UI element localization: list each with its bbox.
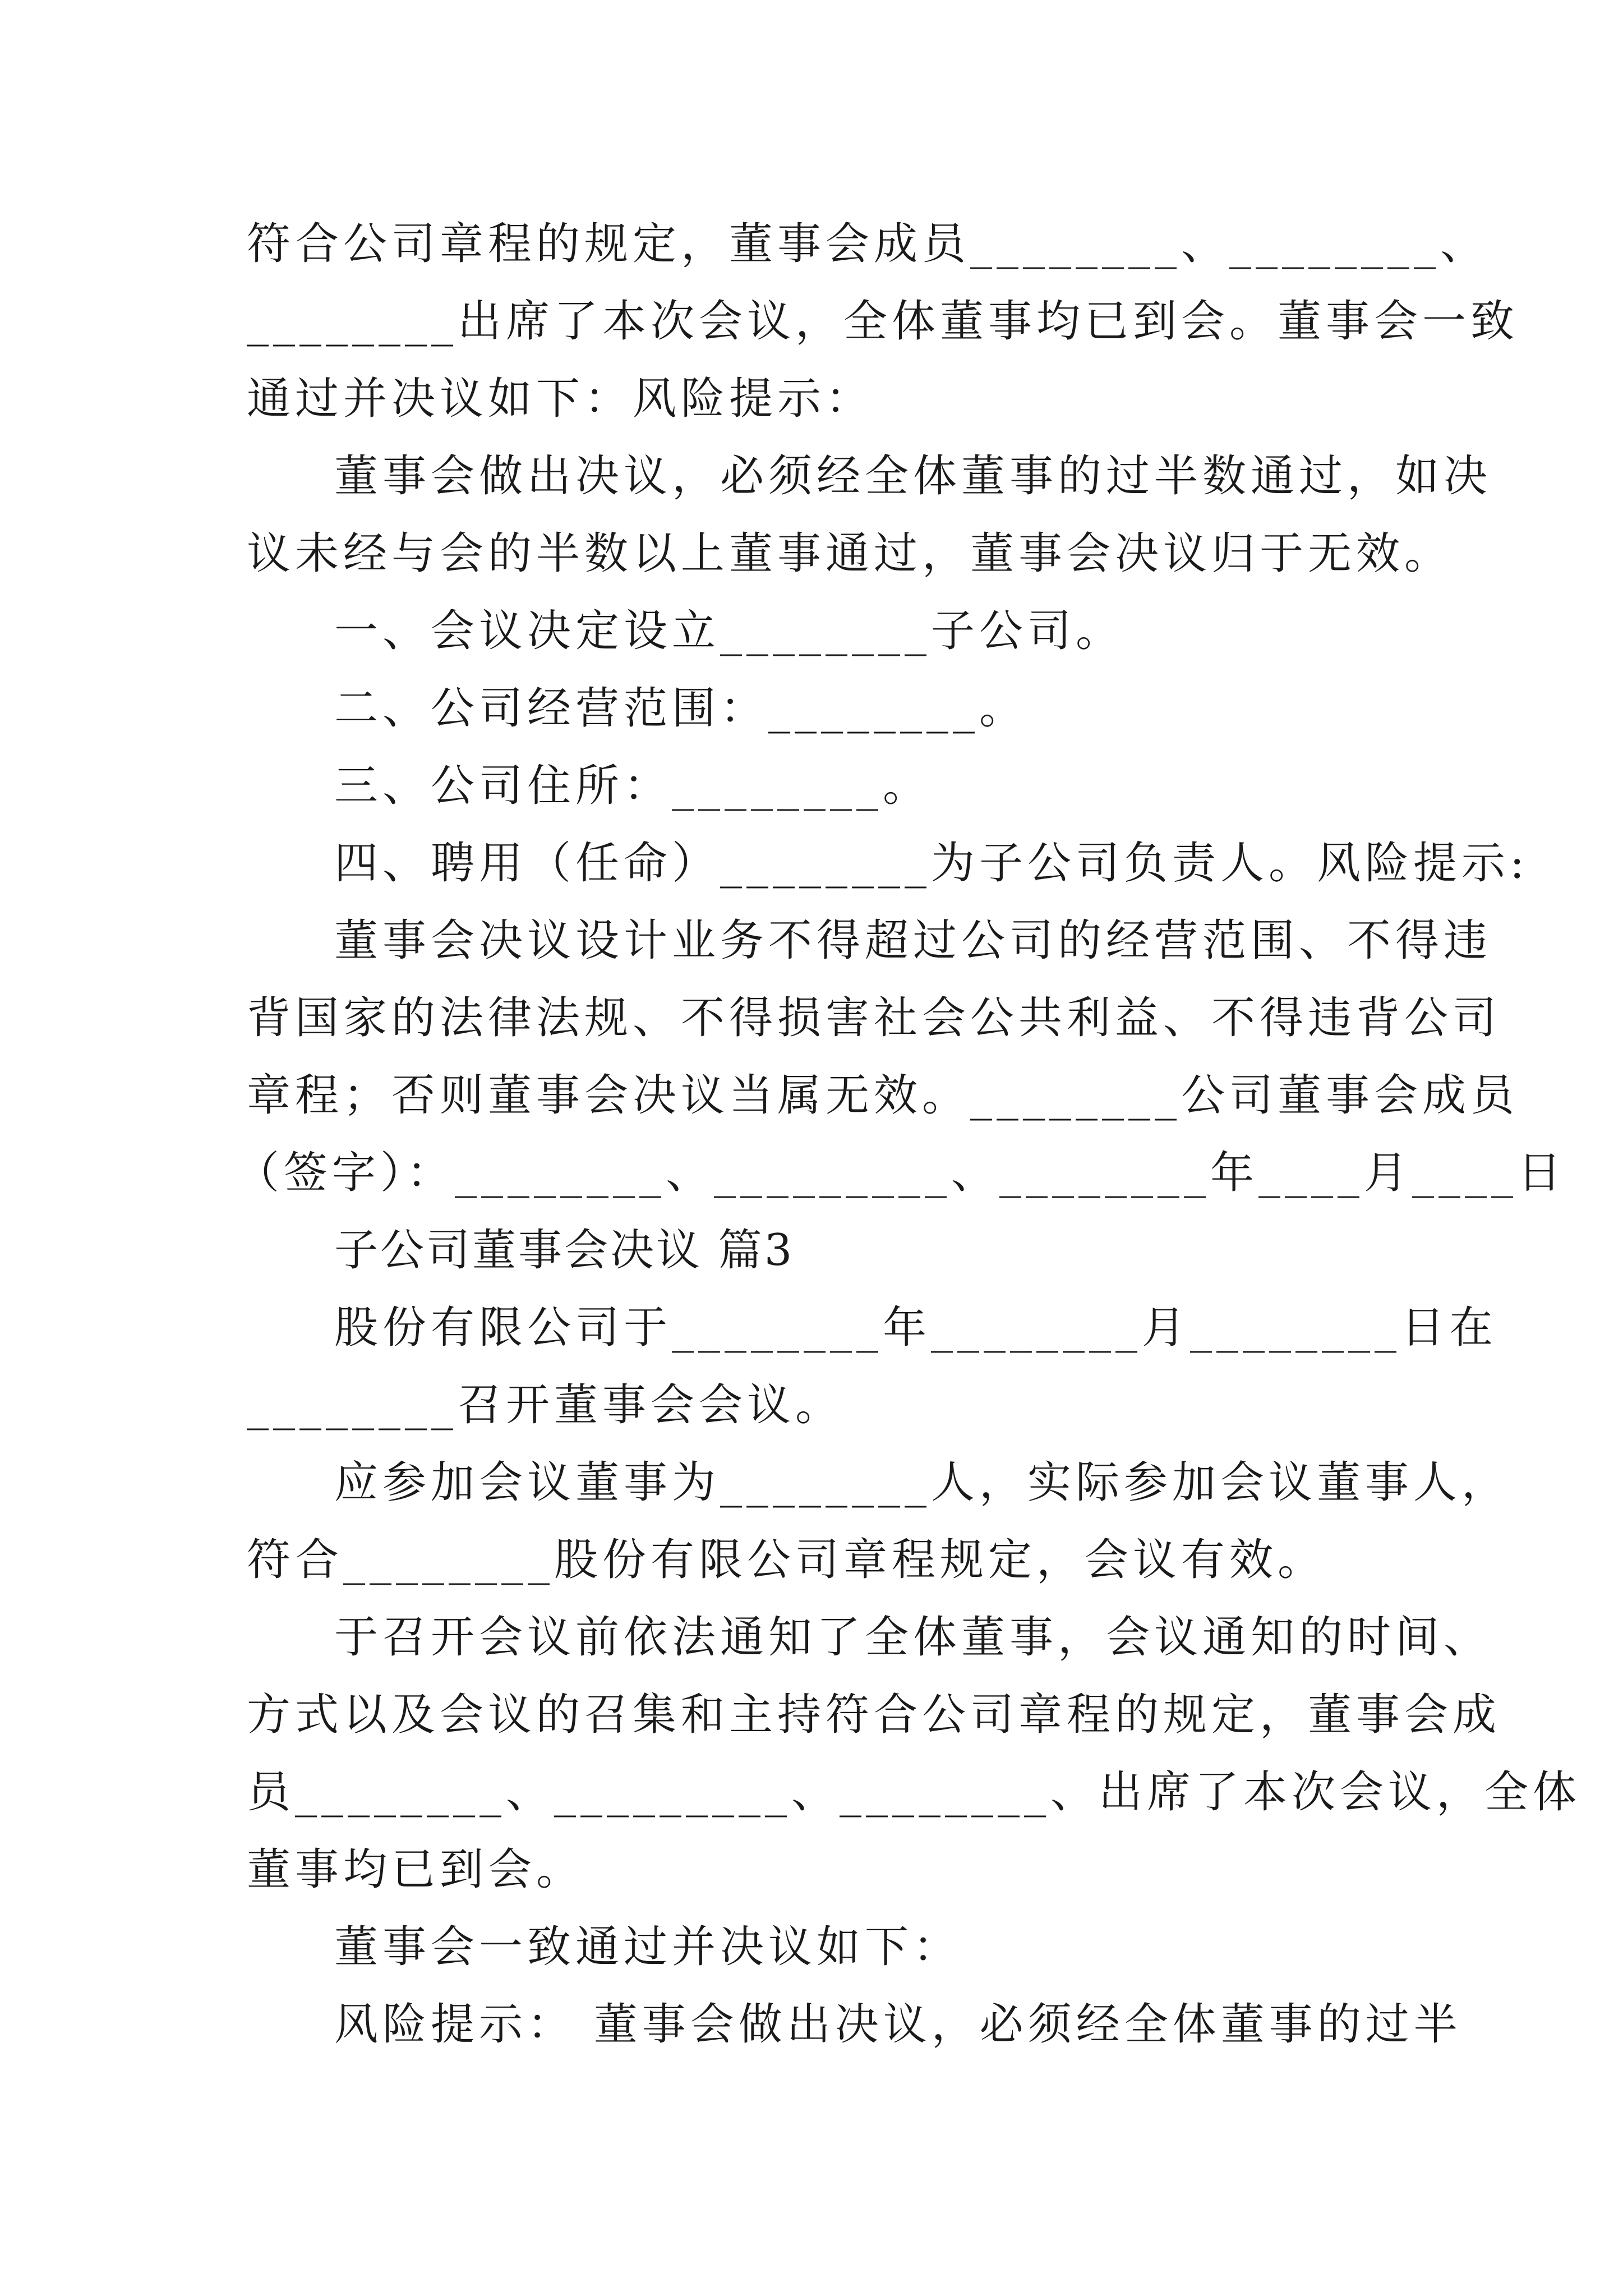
text-line: ________出席了本次会议，全体董事均已到会。董事会一致 <box>247 296 1519 347</box>
text-line: 股份有限公司于________年________月________日在 <box>334 1303 1498 1353</box>
list-item: 二、公司经营范围：________。 <box>334 683 1028 734</box>
text-line: 符合________股份有限公司章程规定，会议有效。 <box>247 1535 1326 1585</box>
text-line: 应参加会议董事为________人，实际参加会议董事人， <box>334 1457 1510 1508</box>
text-line: 董事均已到会。 <box>247 1844 585 1895</box>
list-item: 四、聘用（任命）________为子公司负责人。风险提示: <box>334 838 1529 889</box>
text-line: ________召开董事会会议。 <box>247 1380 844 1430</box>
section-heading: 子公司董事会决议 篇3 <box>334 1225 795 1276</box>
text-line: 方式以及会议的召集和主持符合公司章程的规定，董事会成 <box>247 1690 1501 1740</box>
text-line: 议未经与会的半数以上董事通过，董事会决议归于无效。 <box>247 528 1453 579</box>
text-line: 董事会一致通过并决议如下： <box>334 1922 962 1972</box>
text-line: 风险提示： 董事会做出决议，必须经全体董事的过半 <box>334 1999 1462 2050</box>
text-line: 于召开会议前依法通知了全体董事，会议通知的时间、 <box>334 1612 1492 1663</box>
text-line: 通过并决议如下：风险提示： <box>247 374 874 424</box>
signature-line: （签字）：________、_________、________年____月____日 <box>236 1148 1566 1198</box>
list-item: 三、公司住所：________。 <box>334 761 932 811</box>
text-line: 符合公司章程的规定，董事会成员________、________、 <box>247 219 1489 269</box>
text-line: 背国家的法律法规、不得损害社会公共利益、不得违背公司 <box>247 993 1501 1043</box>
text-line: 章程；否则董事会决议当属无效。________公司董事会成员 <box>247 1070 1519 1121</box>
list-item: 一、会议决定设立________子公司。 <box>334 606 1124 656</box>
text-line: 员________、_________、________、出席了本次会议，全体 <box>247 1767 1581 1818</box>
text-line: 董事会决议设计业务不得超过公司的经营范围、不得违 <box>334 915 1492 966</box>
text-line: 董事会做出决议，必须经全体董事的过半数通过，如决 <box>334 451 1492 501</box>
